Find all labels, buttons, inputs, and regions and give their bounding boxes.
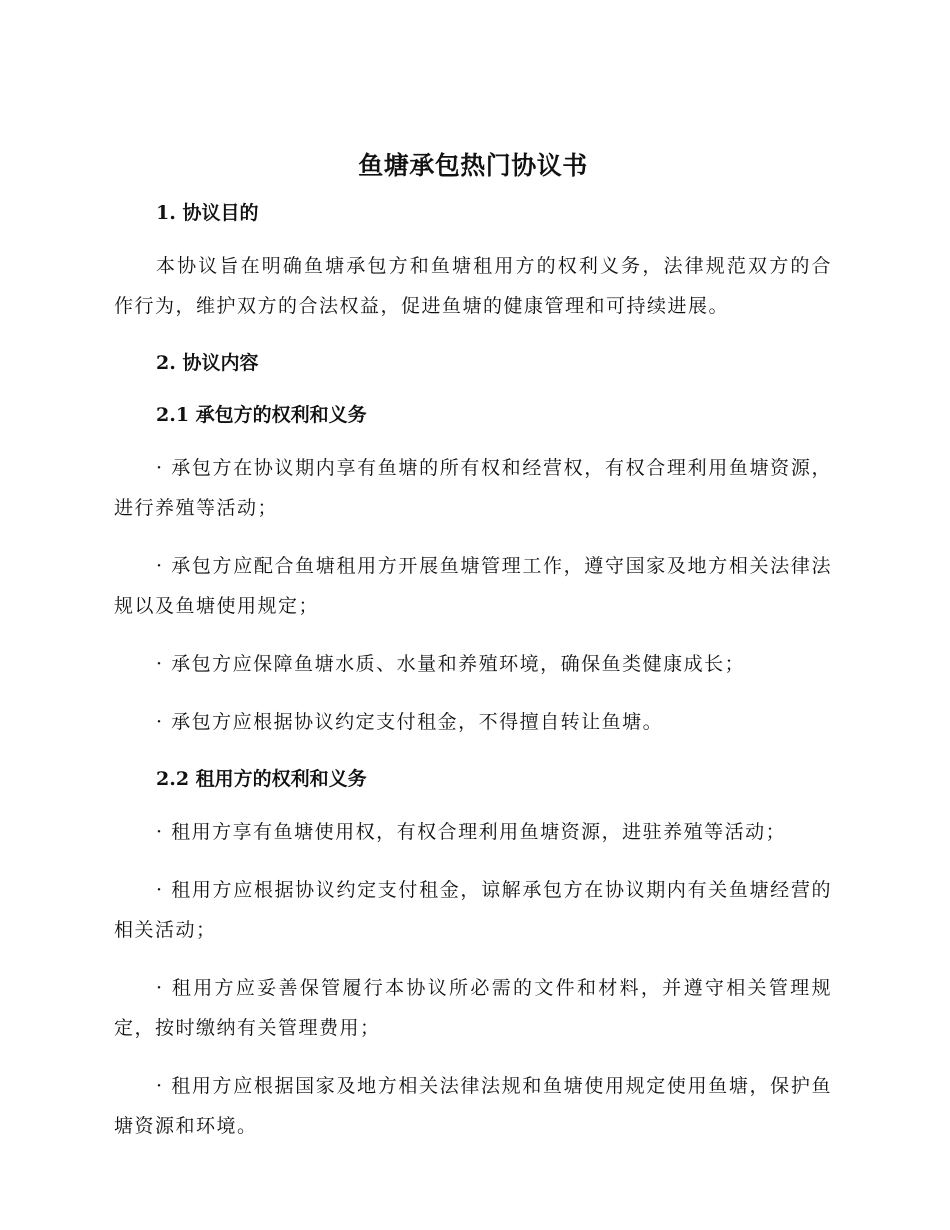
paragraph-contractor-3: · 承包方应保障鱼塘水质、水量和养殖环境，确保鱼类健康成长； — [156, 653, 746, 675]
spacer — [114, 684, 832, 702]
spacer — [114, 950, 832, 968]
paragraph-tenant-2: · 租用方应根据协议约定支付租金，谅解承包方在协议期内有关鱼塘经营的相关活动； — [114, 879, 832, 941]
spacer — [114, 852, 832, 870]
spacer — [114, 528, 832, 546]
spacer — [114, 1048, 832, 1066]
paragraph-tenant-4: · 租用方应根据国家及地方相关法律法规和鱼塘使用规定使用鱼塘，保护鱼塘资源和环境。 — [114, 1075, 832, 1137]
spacer — [114, 626, 832, 644]
paragraph-purpose: 本协议旨在明确鱼塘承包方和鱼塘租用方的权利义务，法律规范双方的合作行为，维护双方的合法权益，促进鱼塘的健康管理和可持续进展。 — [114, 255, 832, 317]
paragraph-contractor-2: · 承包方应配合鱼塘租用方开展鱼塘管理工作，遵守国家及地方相关法律法规以及鱼塘使用规定； — [114, 555, 832, 617]
section-heading-contractor: 2.1 承包方的权利和义务 — [156, 404, 367, 426]
spacer — [114, 378, 832, 400]
paragraph-contractor-4: · 承包方应根据协议约定支付租金，不得擅自转让鱼塘。 — [156, 711, 664, 733]
paragraph-tenant-3: · 租用方应妥善保管履行本协议所必需的文件和材料，并遵守相关管理规定，按时缴纳有关管理费用； — [114, 977, 832, 1039]
section-heading-tenant: 2.2 租用方的权利和义务 — [156, 768, 367, 790]
document-title: 鱼塘承包热门协议书 — [358, 151, 588, 180]
paragraph-contractor-1: · 承包方在协议期内享有鱼塘的所有权和经营权，有权合理利用鱼塘资源，进行养殖等活动； — [114, 457, 832, 519]
spacer — [114, 742, 832, 764]
spacer — [114, 228, 832, 246]
spacer — [114, 794, 832, 812]
paragraph-tenant-1: · 租用方享有鱼塘使用权，有权合理利用鱼塘资源，进驻养殖等活动； — [156, 821, 787, 843]
spacer — [114, 430, 832, 448]
section-heading-purpose: 1. 协议目的 — [156, 202, 259, 224]
spacer — [114, 326, 832, 348]
section-heading-content: 2. 协议内容 — [156, 352, 259, 374]
